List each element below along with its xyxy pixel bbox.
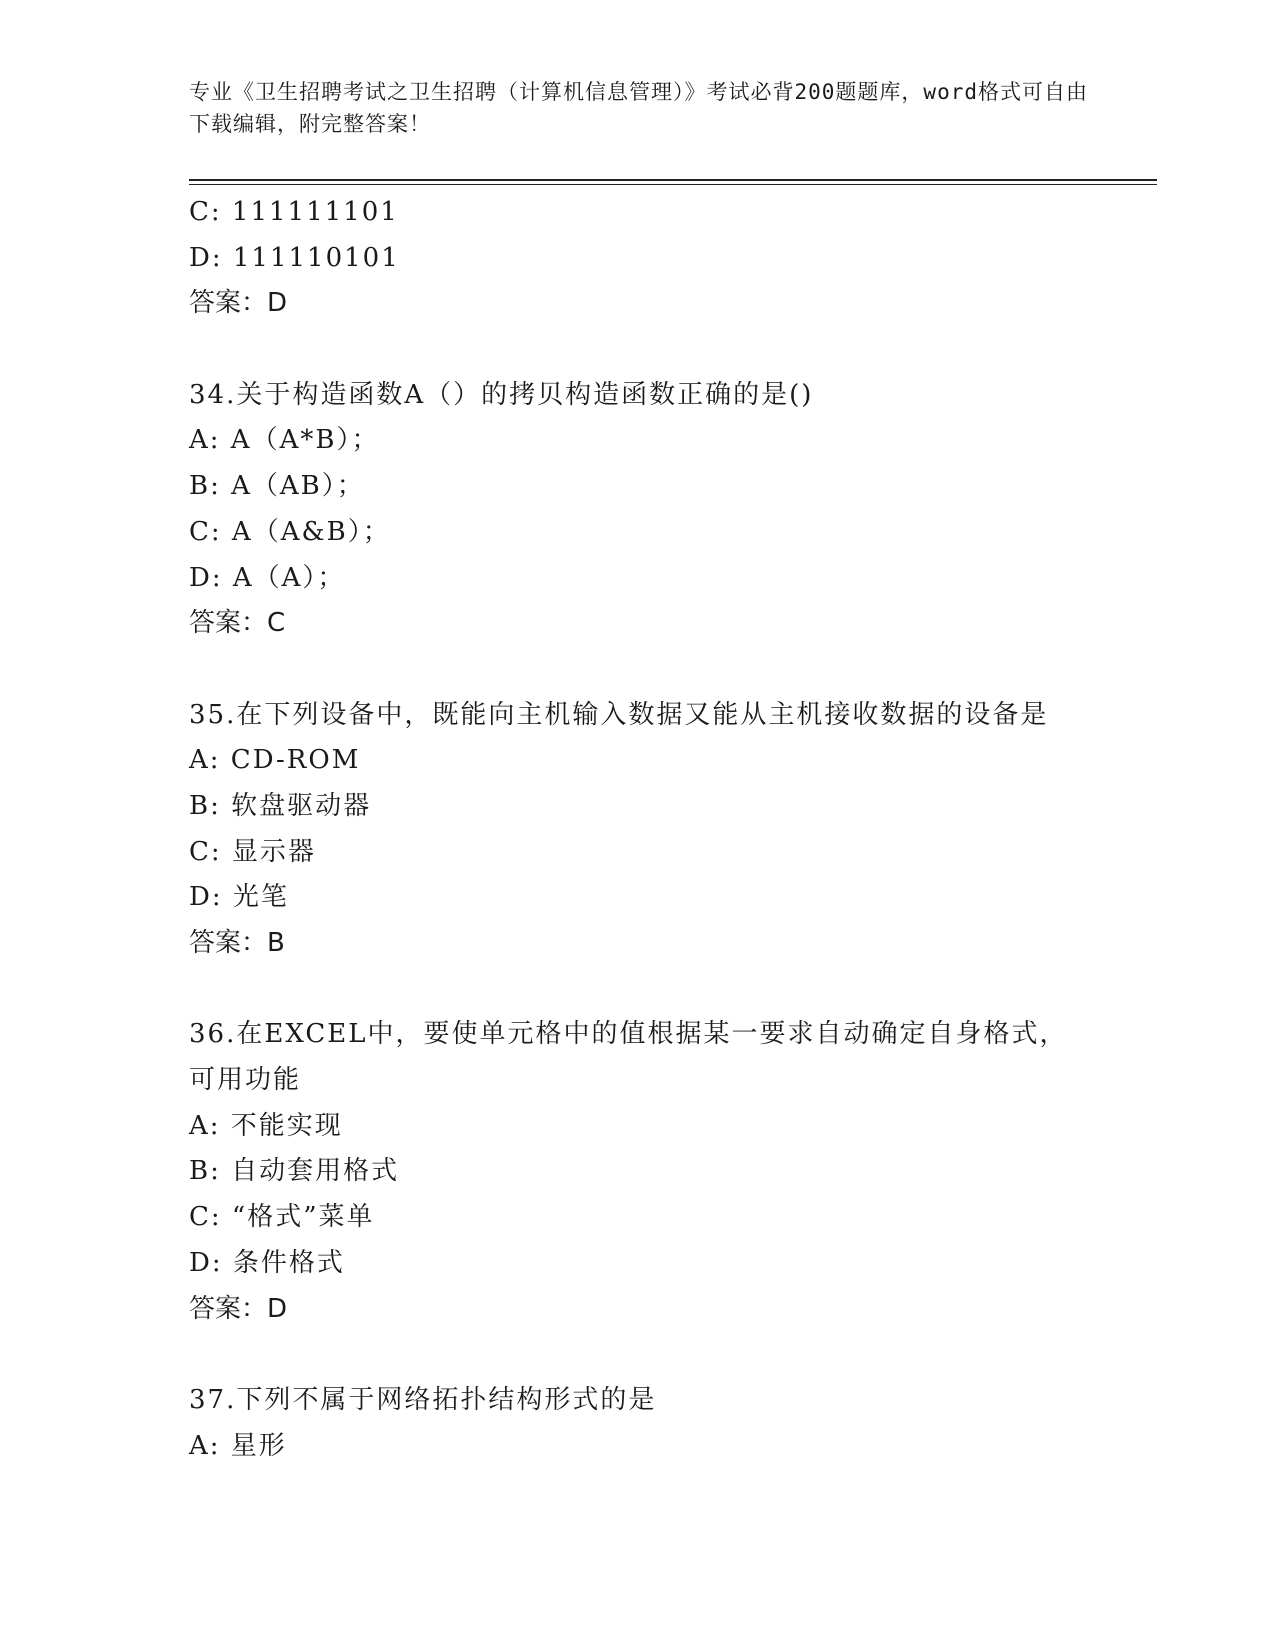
- option-item: C: A（A&B）；: [189, 516, 391, 547]
- header-divider-thin: [189, 184, 1157, 185]
- option-item: A: 不能实现: [189, 1110, 343, 1141]
- option-item: B: A（AB）；: [189, 471, 365, 502]
- option-item: B: 软盘驱动器: [189, 790, 372, 821]
- option-item: D: A（A）；: [189, 562, 346, 593]
- answer-line: 答案：C: [189, 608, 286, 639]
- carryover-block: [189, 190, 1089, 327]
- option-item: C: 111111101: [189, 197, 399, 227]
- question-36: [189, 1012, 1089, 1332]
- question-list: [189, 190, 1089, 1469]
- option-item: C: 显示器: [189, 836, 316, 867]
- question-stem: 35.在下列设备中，既能向主机输入数据又能从主机接收数据的设备是: [189, 699, 1049, 730]
- answer-line: 答案：D: [189, 288, 288, 319]
- option-item: A: CD-ROM: [189, 745, 361, 776]
- option-item: D: 条件格式: [189, 1247, 345, 1278]
- header-title: 专业《卫生招聘考试之卫生招聘（计算机信息管理）》考试必背200题题库，word格式可自由下载编辑，附完整答案！: [189, 80, 1088, 136]
- option-item: A: 星形: [189, 1430, 287, 1461]
- answer-line: 答案：D: [189, 1293, 288, 1324]
- spacer: [189, 967, 1089, 1013]
- spacer: [189, 647, 1089, 693]
- question-stem: 34.关于构造函数A（）的拷贝构造函数正确的是(): [189, 379, 814, 410]
- option-item: A: A（A*B）；: [189, 425, 380, 456]
- option-item: B: 自动套用格式: [189, 1156, 400, 1187]
- option-item: D: 111110101: [189, 242, 400, 273]
- header-divider-thick: [189, 179, 1157, 181]
- question-34: [189, 373, 1089, 647]
- question-stem: 37.下列不属于网络拓扑结构形式的是: [189, 1384, 657, 1415]
- spacer: [189, 1332, 1089, 1378]
- question-37: [189, 1378, 1089, 1469]
- document-header: [189, 76, 1089, 140]
- answer-line: 答案：B: [189, 928, 285, 958]
- question-stem-line-1: 36.在EXCEL中，要使单元格中的值根据某一要求自动确定自身格式，: [189, 1019, 1068, 1050]
- option-item: D: 光笔: [189, 882, 289, 913]
- question-35: [189, 693, 1089, 967]
- question-stem-line-2: 可用功能: [189, 1065, 302, 1096]
- option-item: C: “格式”菜单: [189, 1202, 375, 1233]
- spacer: [189, 327, 1089, 373]
